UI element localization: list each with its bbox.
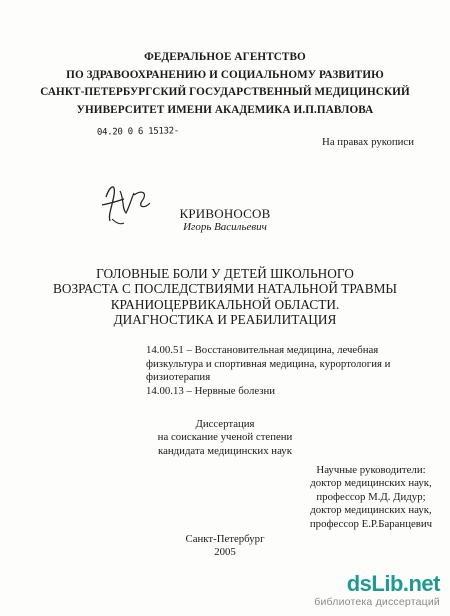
dissertation-title <box>0 266 450 327</box>
specialty-line: 14.00.51 – Восстановительная медицина, лечебная <box>146 344 379 356</box>
advisors-line: доктор медицинских наук, <box>310 477 432 490</box>
site-watermark[interactable] <box>314 573 440 608</box>
degree-line: Диссертация <box>195 418 255 430</box>
institution-header <box>0 49 450 119</box>
city: Санкт-Петербург <box>185 533 265 545</box>
degree-statement <box>0 418 450 458</box>
title-line: ДИАГНОСТИКА И РЕАБИЛИТАЦИЯ <box>113 311 337 327</box>
author-surname: КРИВОНОСОВ <box>179 206 271 221</box>
specialty-line: 14.00.13 – Нервные болезни <box>146 384 276 397</box>
registration-stamp: 04.20 0 6 15132- <box>96 126 179 138</box>
specialty-line: физиотерапия <box>146 371 211 384</box>
degree-line: кандидата медицинских наук <box>158 444 292 457</box>
title-line: ВОЗРАСТА С ПОСЛЕДСТВИЯМИ НАТАЛЬНОЙ ТРАВМЫ <box>52 281 397 297</box>
header-line: ФЕДЕРАЛЬНОЕ АГЕНТСТВО <box>144 51 306 63</box>
scientific-advisors <box>296 464 446 531</box>
year: 2005 <box>214 546 236 559</box>
header-line: ПО ЗДРАВООХРАНЕНИЮ И СОЦИАЛЬНОМУ РАЗВИТИЮ <box>66 68 384 81</box>
watermark-logo[interactable]: dsLib.net <box>346 571 440 596</box>
advisors-line: профессор Е.Р.Баранцевич <box>309 517 433 530</box>
title-line: КРАНИОЦЕРВИКАЛЬНОЙ ОБЛАСТИ. <box>110 296 340 312</box>
header-line: САНКТ-ПЕТЕРБУРГСКИЙ ГОСУДАРСТВЕННЫЙ МЕДИЦИНСКИЙ <box>40 86 410 98</box>
watermark-subtitle: библиотека диссертаций <box>314 596 440 608</box>
author-name: Игорь Васильевич <box>183 221 267 233</box>
advisors-line: профессор М.Д. Дидур; <box>316 490 426 503</box>
specialty-line: физкультура и спортивная медицина, курортология и <box>146 357 391 370</box>
degree-line: на соискание ученой степени <box>157 431 293 444</box>
header-line: УНИВЕРСИТЕТ ИМЕНИ АКАДЕМИКА И.П.ПАВЛОВА <box>76 103 374 116</box>
specialty-codes <box>146 344 416 398</box>
title-line: ГОЛОВНЫЕ БОЛИ У ДЕТЕЙ ШКОЛЬНОГО <box>96 266 354 281</box>
manuscript-note: На правах рукописи <box>322 136 414 148</box>
advisors-line: Научные руководители: <box>316 464 426 476</box>
advisors-line: доктор медицинских наук, <box>310 504 432 517</box>
place-and-year <box>0 533 450 560</box>
